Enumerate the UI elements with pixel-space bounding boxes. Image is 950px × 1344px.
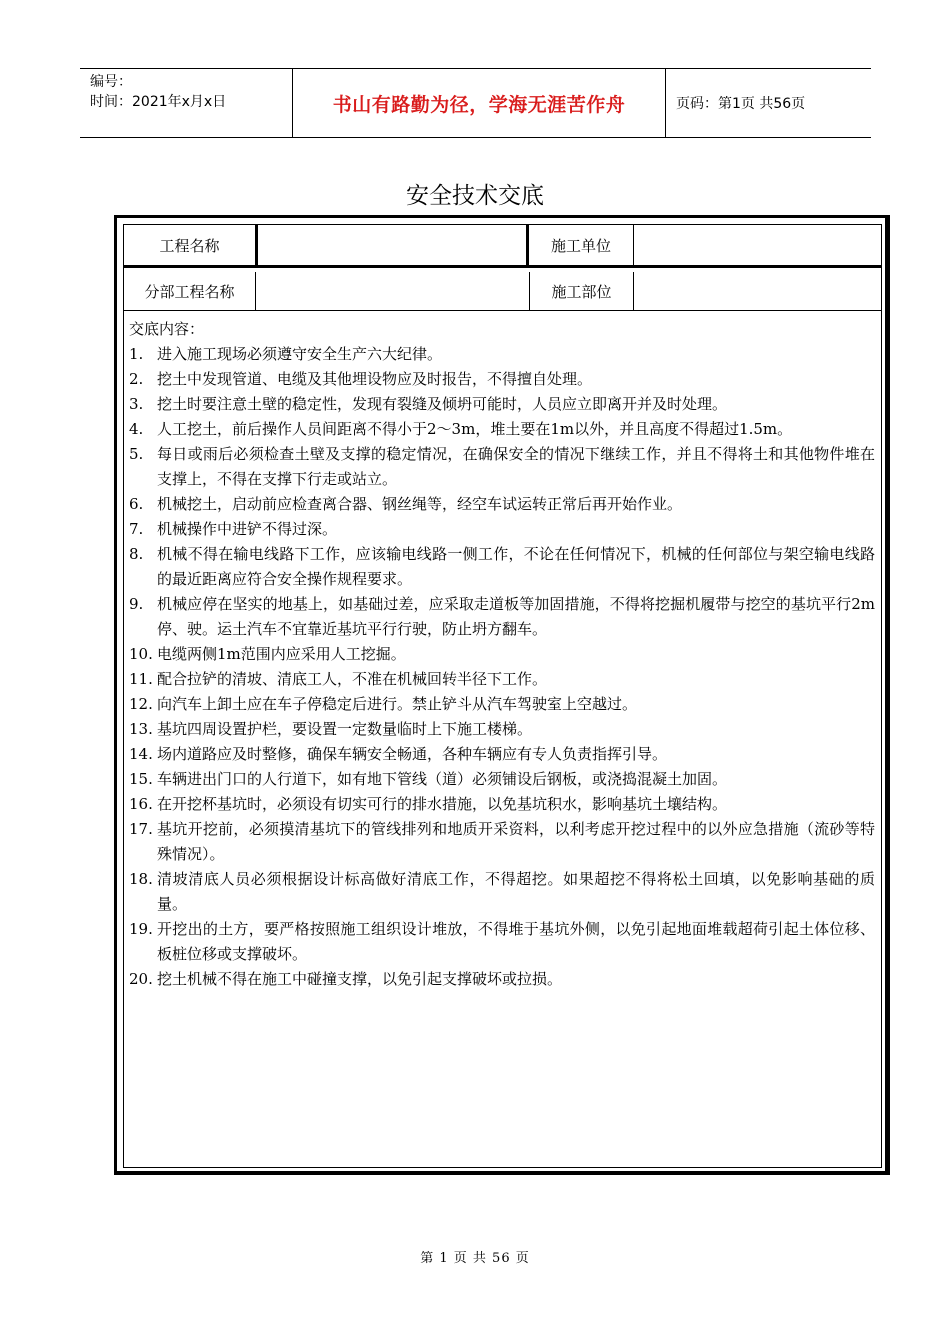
item-number: 17.	[129, 820, 153, 838]
form-inner	[123, 224, 882, 1168]
list-item	[129, 967, 875, 992]
list-item	[129, 342, 875, 367]
list-item	[129, 792, 875, 817]
list-item	[129, 442, 875, 492]
header-page-info: 页码：第1页 共56页	[676, 96, 806, 112]
item-text: 机械操作中进铲不得过深。	[157, 520, 338, 538]
list-item	[129, 592, 875, 642]
sub-project-value[interactable]	[255, 272, 529, 310]
item-number: 8.	[129, 545, 144, 563]
item-number: 9.	[129, 595, 144, 613]
disclosure-form	[114, 215, 890, 1175]
document-title: 安全技术交底	[406, 183, 544, 209]
list-item	[129, 392, 875, 417]
item-text: 开挖出的土方，要严格按照施工组织设计堆放，不得堆于基坑外侧，以免引起地面堆载超荷引起土体位移、板桩位移或支撑破坏。	[157, 920, 875, 963]
item-number: 6.	[129, 495, 144, 513]
disclosure-list	[129, 342, 875, 992]
item-text: 基坑开挖前，必须摸清基坑下的管线排列和地质开采资料，以利考虑开挖过程中的以外应急措施（流砂等特殊情况）。	[157, 820, 875, 863]
list-item	[129, 717, 875, 742]
item-text: 在开挖杯基坑时，必须设有切实可行的排水措施，以免基坑积水，影响基坑土壤结构。	[157, 795, 728, 813]
header-motto: 书山有路勤为径，学海无涯苦作舟	[292, 69, 666, 137]
number-label: 编号：	[90, 74, 132, 90]
item-text: 机械不得在输电线路下工作，应该输电线路一侧工作，不论在任何情况下，机械的任何部位与架空输电线路的最近距离应符合安全操作规程要求。	[157, 545, 875, 588]
item-text: 挖土时要注意土壁的稳定性，发现有裂缝及倾坍可能时，人员应立即离开并及时处理。	[157, 395, 728, 413]
page-header	[80, 68, 871, 138]
form-row-project	[124, 225, 881, 268]
list-item	[129, 417, 875, 442]
list-item	[129, 367, 875, 392]
item-number: 12.	[129, 695, 153, 713]
item-number: 19.	[129, 920, 153, 938]
item-text: 每日或雨后必须检查土壁及支撑的稳定情况，在确保安全的情况下继续工作，并且不得将土和其他物件堆在支撑上，不得在支撑下行走或站立。	[157, 445, 875, 488]
item-number: 18.	[129, 870, 153, 888]
construction-part-label: 施工部位	[529, 272, 634, 310]
list-item	[129, 517, 875, 542]
list-item	[129, 917, 875, 967]
list-item	[129, 692, 875, 717]
list-item	[129, 542, 875, 592]
item-text: 机械挖土，启动前应检查离合器、钢丝绳等，经空车试运转正常后再开始作业。	[157, 495, 683, 513]
disclosure-content	[124, 311, 881, 1167]
list-item	[129, 867, 875, 917]
sub-project-label: 分部工程名称	[144, 282, 235, 301]
item-text: 机械应停在坚实的地基上，如基础过差，应采取走道板等加固措施，不得将挖掘机履带与挖空的基坑平行2m停、驶。运土汽车不宜靠近基坑平行行驶，防止坍方翻车。	[157, 595, 875, 638]
construction-part-value[interactable]	[634, 272, 881, 310]
item-text: 人工挖土，前后操作人员间距离不得小于2～3m，堆土要在1m以外，并且高度不得超过1.5m。	[157, 420, 793, 438]
item-text: 挖土中发现管道、电缆及其他埋设物应及时报告，不得擅自处理。	[157, 370, 593, 388]
item-text: 车辆进出门口的人行道下，如有地下管线（道）必须铺设后钢板，或浇捣混凝土加固。	[157, 770, 728, 788]
item-number: 20.	[129, 970, 153, 988]
construction-unit-value[interactable]	[634, 225, 881, 265]
item-number: 13.	[129, 720, 153, 738]
item-number: 4.	[129, 420, 144, 438]
header-meta	[80, 69, 292, 137]
item-text: 向汽车上卸土应在车子停稳定后进行。禁止铲斗从汽车驾驶室上空越过。	[157, 695, 638, 713]
content-label: 交底内容：	[129, 320, 205, 338]
construction-unit-label: 施工单位	[529, 225, 634, 265]
project-name-label: 工程名称	[159, 236, 220, 255]
list-item	[129, 817, 875, 867]
item-number: 2.	[129, 370, 144, 388]
list-item	[129, 492, 875, 517]
item-number: 7.	[129, 520, 144, 538]
item-number: 16.	[129, 795, 153, 813]
list-item	[129, 767, 875, 792]
item-number: 10.	[129, 645, 153, 663]
page-footer: 第 1 页 共 56 页	[420, 1251, 530, 1266]
item-text: 进入施工现场必须遵守安全生产六大纪律。	[157, 345, 443, 363]
list-item	[129, 642, 875, 667]
form-row-subproject	[124, 272, 881, 311]
item-number: 5.	[129, 445, 144, 463]
list-item	[129, 667, 875, 692]
time-label: 时间：2021年x月x日	[90, 94, 227, 110]
item-text: 配合拉铲的清坡、清底工人，不准在机械回转半径下工作。	[157, 670, 548, 688]
item-text: 挖土机械不得在施工中碰撞支撑，以免引起支撑破坏或拉损。	[157, 970, 563, 988]
item-text: 基坑四周设置护栏，要设置一定数量临时上下施工楼梯。	[157, 720, 533, 738]
item-text: 电缆两侧1m范围内应采用人工挖掘。	[157, 645, 406, 663]
item-number: 1.	[129, 345, 144, 363]
item-text: 清坡清底人员必须根据设计标高做好清底工作，不得超挖。如果超挖不得将松土回填，以免影响基础的质量。	[157, 870, 875, 913]
item-number: 11.	[129, 670, 153, 688]
project-name-value[interactable]	[255, 225, 529, 265]
item-text: 场内道路应及时整修，确保车辆安全畅通，各种车辆应有专人负责指挥引导。	[157, 745, 668, 763]
item-number: 3.	[129, 395, 144, 413]
list-item	[129, 742, 875, 767]
item-number: 14.	[129, 745, 153, 763]
item-number: 15.	[129, 770, 153, 788]
